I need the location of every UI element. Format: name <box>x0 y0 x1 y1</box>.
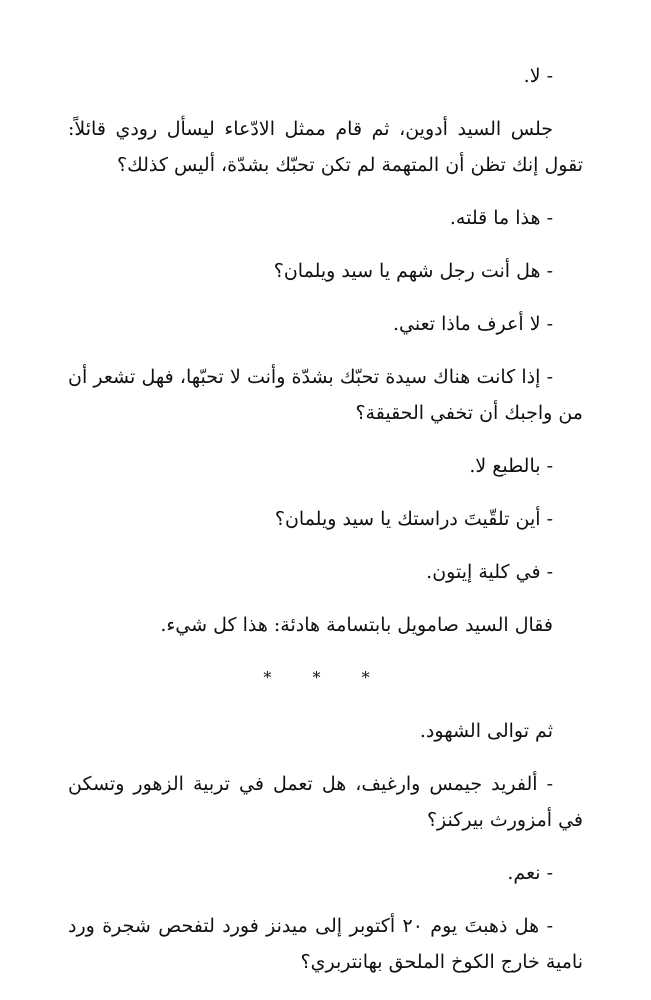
dialogue-line: - هل أنت رجل شهم يا سيد ويلمان؟ <box>273 260 553 282</box>
dialogue-line: - إذا كانت هناك سيدة تحبّك بشدّة وأنت لا تحبّها، فهل تشعر أن من واجبك أن تخفي الحقيقة؟ <box>68 366 583 424</box>
dialogue-line: - هل ذهبتَ يوم ٢٠ أكتوبر إلى ميدنز فورد لتفحص شجرة ورد نامية خارج الكوخ الملحق بهانتربري؟ <box>68 915 583 973</box>
dialogue-line: - بالطبع لا. <box>469 455 553 477</box>
narration-paragraph: جلس السيد أدوين، ثم قام ممثل الادّعاء ليسأل رودي قائلاً: تقول إنك تظن أن المتهمة لم تكن تحبّك بشدّة، أليس كذلك؟ <box>68 118 583 176</box>
dialogue-line: - لا أعرف ماذا تعني. <box>393 313 553 335</box>
dialogue-line: - هذا ما قلته. <box>449 207 553 229</box>
dialogue-line: - ألفريد جيمس وارغيف، هل تعمل في تربية الزهور وتسكن في أمزورث بيركنز؟ <box>68 773 583 831</box>
section-separator: * * * <box>263 668 388 687</box>
book-page <box>68 58 583 997</box>
dialogue-line: - نعم. <box>507 862 553 884</box>
narration-paragraph: فقال السيد صامويل بابتسامة هادئة: هذا كل شيء. <box>160 614 553 636</box>
dialogue-line: - في كلية إيتون. <box>426 561 553 583</box>
dialogue-line: - أين تلقّيتَ دراستك يا سيد ويلمان؟ <box>274 508 553 530</box>
narration-paragraph: ثم توالى الشهود. <box>419 720 553 742</box>
dialogue-line: - لا. <box>523 65 553 87</box>
